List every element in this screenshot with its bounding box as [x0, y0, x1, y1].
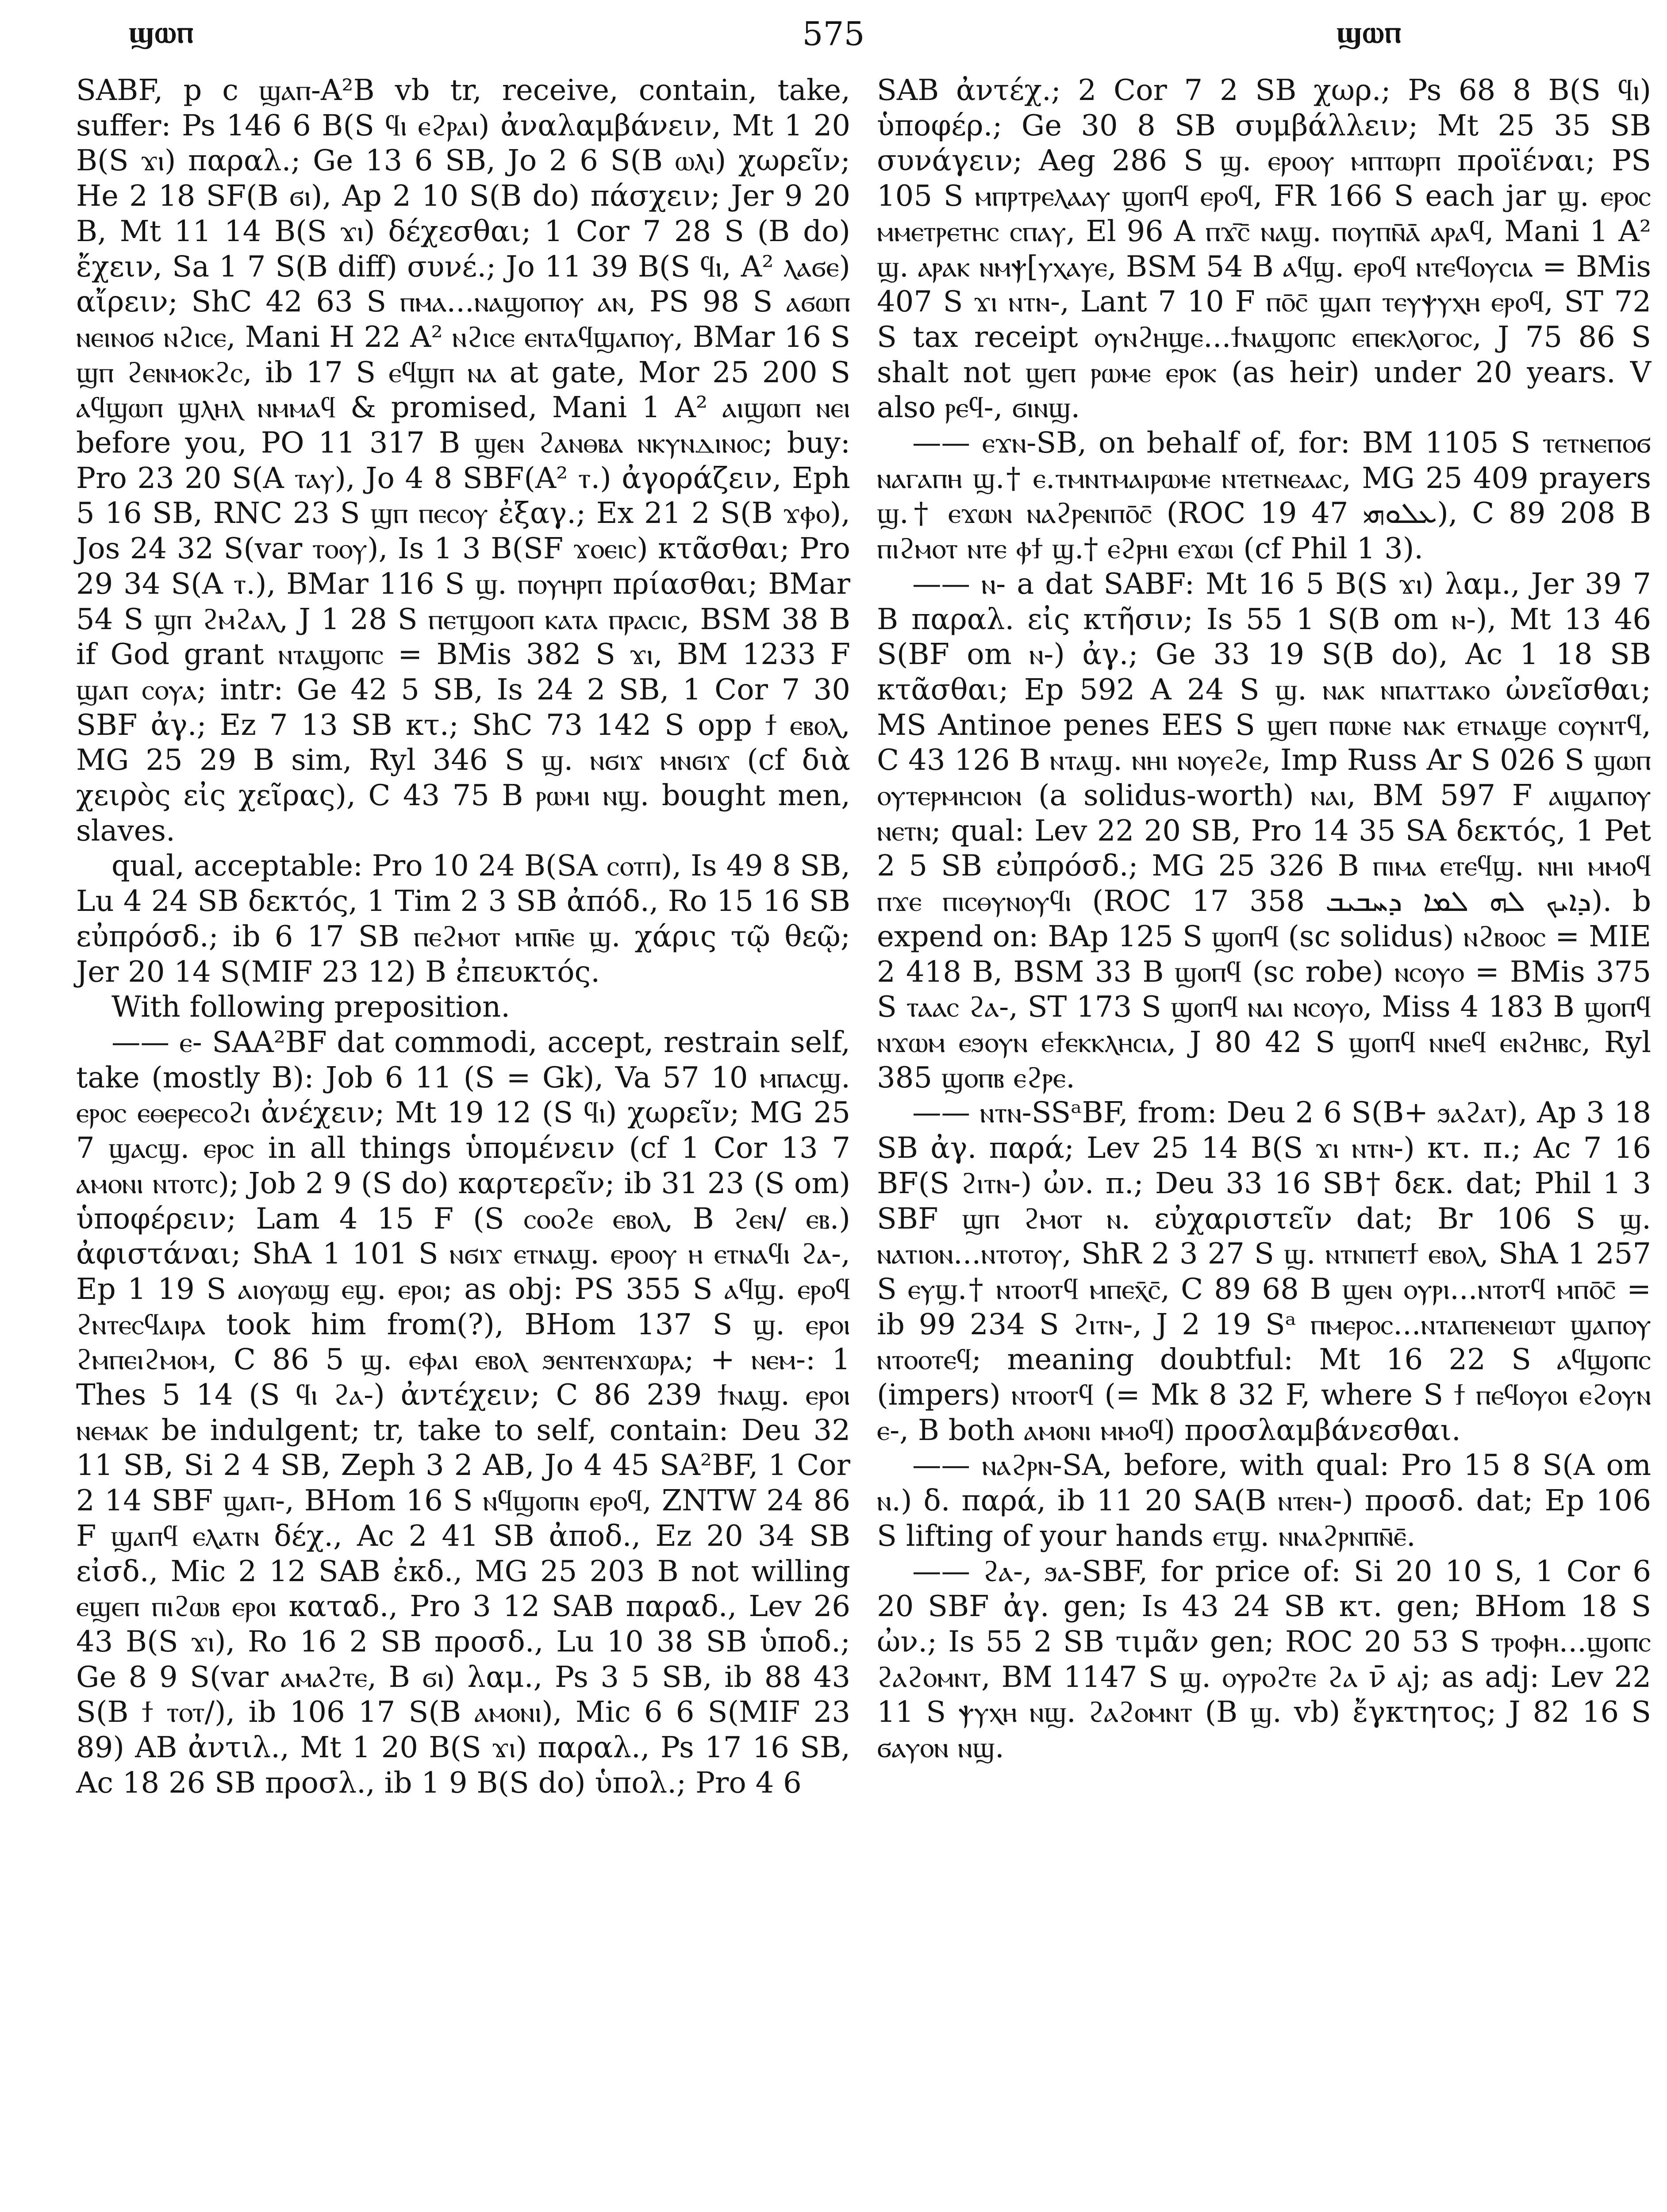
entry-paragraph: —— ϩⲁ-, ϧⲁ-SBF, for price of: Si 20 10 S, 1 Cor 6 20 SBF ἀγ. gen; Is 43 24 SB κτ. gen; BHom 18 S ὠν.; Is 55 2 SB τιμᾶν gen; ROC 20 53 S ⲧⲣⲟⲫⲏ...ϣⲟⲡⲥ ϩⲁϩⲟⲙⲛⲧ, BM 1147 S ϣ. ⲟⲩⲣⲟϩⲧⲉ ϩⲁ ν̄ ⲁϳ; as adj: Lev 22 11 S ⲯⲩⲭⲏ ⲛϣ. ϩⲁϩⲟⲙⲛⲧ (B ϣ. vb) ἔγκτητος; J 82 16 S ϭⲁⲩⲟⲛ ⲛϣ. — [877, 1554, 1651, 1765]
page-number: 575 — [802, 15, 865, 53]
right-column — [877, 73, 1651, 1766]
entry-paragraph: With following preposition. — [111, 990, 511, 1024]
entry-paragraph: —— ⲛ- a dat SABF: Mt 16 5 B(S ϫⲓ) λαμ., Jer 39 7 B παραλ. εἰς κτῆσιν; Is 55 1 S(B om ⲛ-), Mt 13 46 S(BF om ⲛ-) ἀγ.; Ge 33 19 S(B do), Ac 1 18 SB κτᾶσθαι; Ep 592 A 24 S ϣ. ⲛⲁⲕ ⲛⲡⲁⲧⲧⲁⲕⲟ ὠνεῖσθαι; MS Antinoe penes EES S ϣⲉⲡ ⲡⲱⲛⲉ ⲛⲁⲕ ⲉⲧⲛⲁϣⲉ ⲥⲟⲩⲛⲧϥ, C 43 126 B ⲛⲧⲁϣ. ⲛⲏⲓ ⲛⲟⲩⲉϩⲉ, Imp Russ Ar S 026 S ϣⲱⲡ ⲟⲩⲧⲉⲣⲙⲏⲥⲓⲟⲛ (a solidus-worth) ⲛⲁⲓ, BM 597 F ⲁⲓϣⲁⲡⲟⲩ ⲛⲉⲧⲛ; qual: Lev 22 20 SB, Pro 14 35 SA δεκτός, 1 Pet 2 5 SB εὐπρόσδ.; MG 25 326 B ⲡⲓⲙⲁ ⲉⲧⲉϥϣ. ⲛⲏⲓ ⲙⲙⲟϥ ⲡϫⲉ ⲡⲓⲥⲑⲩⲛⲟⲩϥⲓ (ROC 17 358 ܕܐܝܟ ܠܗ ܠܡܐ ܕܚܒܝܒ). b expend on: BAp 125 S ϣⲟⲡϥ (sc solidus) ⲛϩⲃⲟⲟⲥ = MIE 2 418 B, BSM 33 B ϣⲟⲡϥ (sc robe) ⲛⲥⲟⲩⲟ = BMis 375 S ⲧⲁⲁⲥ ϩⲁ-, ST 173 S ϣⲟⲡϥ ⲛⲁⲓ ⲛⲥⲟⲩⲟ, Miss 4 183 B ϣⲟⲡϥ ⲛϫⲱⲙ ⲉϧⲟⲩⲛ ⲉϯⲉⲕⲕⲗⲏⲥⲓⲁ, J 80 42 S ϣⲟⲡϥ ⲛⲛⲉϥ ⲉⲛϩⲏⲃⲥ, Ryl 385 ϣⲟⲡⲃ ⲉϩⲣⲉ. — [877, 567, 1652, 1094]
left-column — [76, 73, 850, 1801]
entry-paragraph: —— ⲛⲁϩⲣⲛ-SA, before, with qual: Pro 15 8 S(A om ⲛ.) δ. παρά, ib 11 20 SA(B ⲛⲧⲉⲛ-) προσδ. dat; Ep 106 S lifting of your hands ⲉⲧϣ. ⲛⲛⲁϩⲣⲛⲡⲛ̄ⲉ̄. — [877, 1448, 1652, 1553]
entry-paragraph: SAB ἀντέχ.; 2 Cor 7 2 SB χωρ.; Ps 68 8 B(S ϥⲓ) ὑποφέρ.; Ge 30 8 SB συμβάλλειν; Mt 25 35 SB συνάγειν; Aeg 286 S ϣ. ⲉⲣⲟⲟⲩ ⲙⲡⲧⲱⲣⲡ προϊέναι; PS 105 S ⲙⲡⲣⲧⲣⲉⲗⲁⲁⲩ ϣⲟⲡϥ ⲉⲣⲟϥ, FR 166 S each jar ϣ. ⲉⲣⲟⲥ ⲙⲙⲉⲧⲣⲉⲧⲏⲥ ⲥⲡⲁⲩ, El 96 A ⲡϫ̄ⲥ̄ ⲛⲁϣ. ⲡⲟⲩⲡⲛ̄ⲁ̄ ⲁⲣⲁϥ, Mani 1 A² ϣ. ⲁⲣⲁⲕ ⲛⲙⲯ[ⲩⲭⲁⲩⲉ, BSM 54 B ⲁϥϣ. ⲉⲣⲟϥ ⲛⲧⲉϥⲟⲩⲥⲓⲁ = BMis 407 S ϫⲓ ⲛⲧⲛ-, Lant 7 10 F ⲡⲟ̄ⲥ̄ ϣⲁⲡ ⲧⲉⲩⲯⲩⲭⲏ ⲉⲣⲟϥ, ST 72 S tax receipt ⲟⲩⲛϩⲏϣⲉ...ϯⲛⲁϣⲟⲡⲥ ⲉⲡⲉⲕⲗⲟⲅⲟⲥ, J 75 86 S shalt not ϣⲉⲡ ⲣⲱⲙⲉ ⲉⲣⲟⲕ (as heir) under 20 years. V also ⲣⲉϥ-, ϭⲓⲛϣ. — [877, 73, 1651, 425]
entry-paragraph: SABF, p c ϣⲁⲡ-A²B vb tr, receive, contain, take, suffer: Ps 146 6 B(S ϥⲓ ⲉϩⲣⲁⲓ) ἀναλαμβάνειν, Mt 1 20 B(S ϫⲓ) παραλ.; Ge 13 6 SB, Jo 2 6 S(B ⲱⲗⲓ) χωρεῖν; He 2 18 SF(B ϭⲓ), Ap 2 10 S(B do) πάσχειν; Jer 9 20 B, Mt 11 14 B(S ϫⲓ) δέχεσθαι; 1 Cor 7 28 S (B do) ἔχειν, Sa 1 7 S(B diff) συνέ.; Jo 11 39 B(S ϥⲓ, A² ⲗⲁϭⲉ) αἴρειν; ShC 42 63 S ⲡⲙⲁ...ⲛⲁϣⲟⲡⲟⲩ ⲁⲛ, PS 98 S ⲁϭⲱⲡ ⲛⲉⲓⲛⲟϭ ⲛϩⲓⲥⲉ, Mani H 22 A² ⲛϩⲓⲥⲉ ⲉⲛⲧⲁϥϣⲁⲡⲟⲩ, BMar 16 S ϣⲡ ϩⲉⲛⲙⲟⲕϩⲥ, ib 17 S ⲉϥϣⲡ ⲛⲁ at gate, Mor 25 200 S ⲁϥϣⲱⲡ ϣⲗⲏⲗ ⲛⲙⲙⲁϥ & promised, Mani 1 A² ⲁⲓϣⲱⲡ ⲛⲉⲓ before you, PO 11 317 B ϣⲉⲛ ϩⲁⲛⲑⲃⲁ ⲛⲕⲩⲛⲇⲓⲛⲟⲥ; buy: Pro 23 20 S(A ⲧⲁⲩ), Jo 4 8 SBF(A² ⲧ.) ἀγοράζειν, Eph 5 16 SB, RNC 23 S ϣⲡ ⲡⲉⲥⲟⲩ ἐξαγ.; Ex 21 2 S(B ϫⲫⲟ), Jos 24 32 S(var ⲧⲟⲟⲩ), Is 1 3 B(SF ϫⲟⲉⲓⲥ) κτᾶσθαι; Pro 29 34 S(A ⲧ.), BMar 116 S ϣ. ⲡⲟⲩⲏⲣⲡ πρίασθαι; BMar 54 S ϣⲡ ϩⲙϩⲁⲗ, J 1 28 S ⲡⲉⲧϣⲟⲟⲡ ⲕⲁⲧⲁ ⲡⲣⲁⲥⲓⲥ, BSM 38 B if God grant ⲛⲧⲁϣⲟⲡⲥ = BMis 382 S ϫⲓ, BM 1233 F ϣⲁⲡ ⲥⲟⲩⲁ; intr: Ge 42 5 SB, Is 24 2 SB, 1 Cor 7 30 SBF ἀγ.; Ez 7 13 SB κτ.; ShC 73 142 S opp ϯ ⲉⲃⲟⲗ, MG 25 29 B sim, Ryl 346 S ϣ. ⲛϭⲓϫ ⲙⲛϭⲓϫ (cf διὰ χειρὸς εἰς χεῖρας), C 43 75 B ⲣⲱⲙⲓ ⲛϣ. bought men, slaves. — [76, 73, 850, 848]
headword-left: ϣⲱⲡ — [128, 13, 194, 50]
headword-right: ϣⲱⲡ — [1336, 13, 1402, 50]
entry-paragraph: —— ⲛⲧⲛ-SSᵃBF, from: Deu 2 6 S(B+ ϧⲁϩⲁⲧ), Ap 3 18 SB ἀγ. παρά; Lev 25 14 B(S ϫⲓ ⲛⲧⲛ-) κτ. π.; Ac 7 16 BF(S ϩⲓⲧⲛ-) ὠν. π.; Deu 33 16 SB† δεκ. dat; Phil 1 3 SBF ϣⲡ ϩⲙⲟⲧ ⲛ. εὐχαριστεῖν dat; Br 106 S ϣ. ⲛⲁⲧⲓⲟⲛ...ⲛⲧⲟⲧⲟⲩ, ShR 2 3 27 S ϣ. ⲛⲧⲛⲡⲉⲧϯ ⲉⲃⲟⲗ, ShA 1 257 S ⲉⲩϣ.† ⲛⲧⲟⲟⲧϥ ⲙⲡⲉⲭ̄ⲥ̄, C 89 68 B ϣⲉⲛ ⲟⲩⲣⲓ...ⲛⲧⲟⲧϥ ⲙⲡⲟ̄ⲥ̄ = ib 99 234 S ϩⲓⲧⲛ-, J 2 19 Sᵃ ⲡⲙⲉⲣⲟⲥ...ⲛⲧⲁⲡⲉⲛⲉⲓⲱⲧ ϣⲁⲡⲟⲩ ⲛⲧⲟⲟⲧⲉϥ; meaning doubtful: Mt 16 22 S ⲁϥϣⲟⲡⲥ (impers) ⲛⲧⲟⲟⲧϥ (= Mk 8 32 F, where S ϯ ⲡⲉϥⲟⲩⲟⲓ ⲉϩⲟⲩⲛ ⲉ-, B both ⲁⲙⲟⲛⲓ ⲙⲙⲟϥ) προσλαμβάνεσθαι. — [877, 1096, 1651, 1447]
entry-paragraph: —— ⲉϫⲛ-SB, on behalf of, for: BM 1105 S ⲧⲉⲧⲛⲉⲡⲟϭ ⲛⲁⲅⲁⲡⲏ ϣ.† ⲉ.ⲧⲙⲛⲧⲙⲁⲓⲣⲱⲙⲉ ⲛⲧⲉⲧⲛⲉⲁⲁⲥ, MG 25 409 prayers ϣ.† ⲉϫⲱⲛ ⲛⲁϩⲣⲉⲛⲡⲟ̄ⲥ̄ (ROC 19 47 ܥܠܘܗܝ), C 89 208 B ⲡⲓϩⲙⲟⲧ ⲛⲧⲉ ⲫϯ ϣ.† ⲉϩⲣⲏⲓ ⲉϫⲱⲓ (cf Phil 1 3). — [877, 426, 1652, 566]
page-header — [0, 0, 1667, 58]
entry-paragraph: qual, acceptable: Pro 10 24 B(SA ⲥⲟⲧⲡ), Is 49 8 SB, Lu 4 24 SB δεκτός, 1 Tim 2 3 SB ἀπόδ., Ro 15 16 SB εὐπρόσδ.; ib 6 17 SB ⲡⲉϩⲙⲟⲧ ⲙⲡⲛ̄ⲉ ϣ. χάρις τῷ θεῷ; Jer 20 14 S(MIF 23 12) B ἐπευκτός. — [76, 849, 850, 989]
entry-paragraph: —— ⲉ- SAA²BF dat commodi, accept, restrain self, take (mostly B): Job 6 11 (S = Gk), Va 57 10 ⲙⲡⲁⲥϣ. ⲉⲣⲟⲥ ⲉⲑⲉⲣⲉⲥⲟϩⲓ ἀνέχειν; Mt 19 12 (S ϥⲓ) χωρεῖν; MG 25 7 ϣⲁⲥϣ. ⲉⲣⲟⲥ in all things ὑπομένειν (cf 1 Cor 13 7 ⲁⲙⲟⲛⲓ ⲛⲧⲟⲧⲥ); Job 2 9 (S do) καρτερεῖν; ib 31 23 (S om) ὑποφέρειν; Lam 4 15 F (S ⲥⲟⲟϩⲉ ⲉⲃⲟⲗ, B ϩⲉⲛ/ ⲉⲃ.) ἀφιστάναι; ShA 1 101 S ⲛϭⲓϫ ⲉⲧⲛⲁϣ. ⲉⲣⲟⲟⲩ ⲏ ⲉⲧⲛⲁϥⲓ ϩⲁ-, Ep 1 19 S ⲁⲓⲟⲩⲱϣ ⲉϣ. ⲉⲣⲟⲓ; as obj: PS 355 S ⲁϥϣ. ⲉⲣⲟϥ ϩⲛⲧⲉⲥϥⲁⲓⲣⲁ took him from(?), BHom 137 S ϣ. ⲉⲣⲟⲓ ϩⲙⲡⲉⲓϩⲙⲟⲙ, C 86 5 ϣ. ⲉⲫⲁⲓ ⲉⲃⲟⲗ ϧⲉⲛⲧⲉⲛϫⲱⲣⲁ; + ⲛⲉⲙ-: 1 Thes 5 14 (S ϥⲓ ϩⲁ-) ἀντέχειν; C 86 239 ϯⲛⲁϣ. ⲉⲣⲟⲓ ⲛⲉⲙⲁⲕ be indulgent; tr, take to self, contain: Deu 32 11 SB, Si 2 4 SB, Zeph 3 2 AB, Jo 4 45 SA²BF, 1 Cor 2 14 SBF ϣⲁⲡ-, BHom 16 S ⲛϥϣⲟⲡⲛ ⲉⲣⲟϥ, ZNTW 24 86 F ϣⲁⲡϥ ⲉⲗⲁⲧⲛ δέχ., Ac 2 41 SB ἀποδ., Ez 20 34 SB εἰσδ., Mic 2 12 SAB ἐκδ., MG 25 203 B not willing ⲉϣⲉⲡ ⲡⲓϩⲱⲃ ⲉⲣⲟⲓ καταδ., Pro 3 12 SAB παραδ., Lev 26 43 B(S ϫⲓ), Ro 16 2 SB προσδ., Lu 10 38 SB ὑποδ.; Ge 8 9 S(var ⲁⲙⲁϩⲧⲉ, B ϭⲓ) λαμ., Ps 3 5 SB, ib 88 43 S(B ϯ ⲧⲟⲧ/), ib 106 17 S(B ⲁⲙⲟⲛⲓ), Mic 6 6 S(MIF 23 89) AB ἀντιλ., Mt 1 20 B(S ϫⲓ) παραλ., Ps 17 16 SB, Ac 18 26 SB προσλ., ib 1 9 B(S do) ὑπολ.; Pro 4 6 — [76, 1025, 850, 1800]
